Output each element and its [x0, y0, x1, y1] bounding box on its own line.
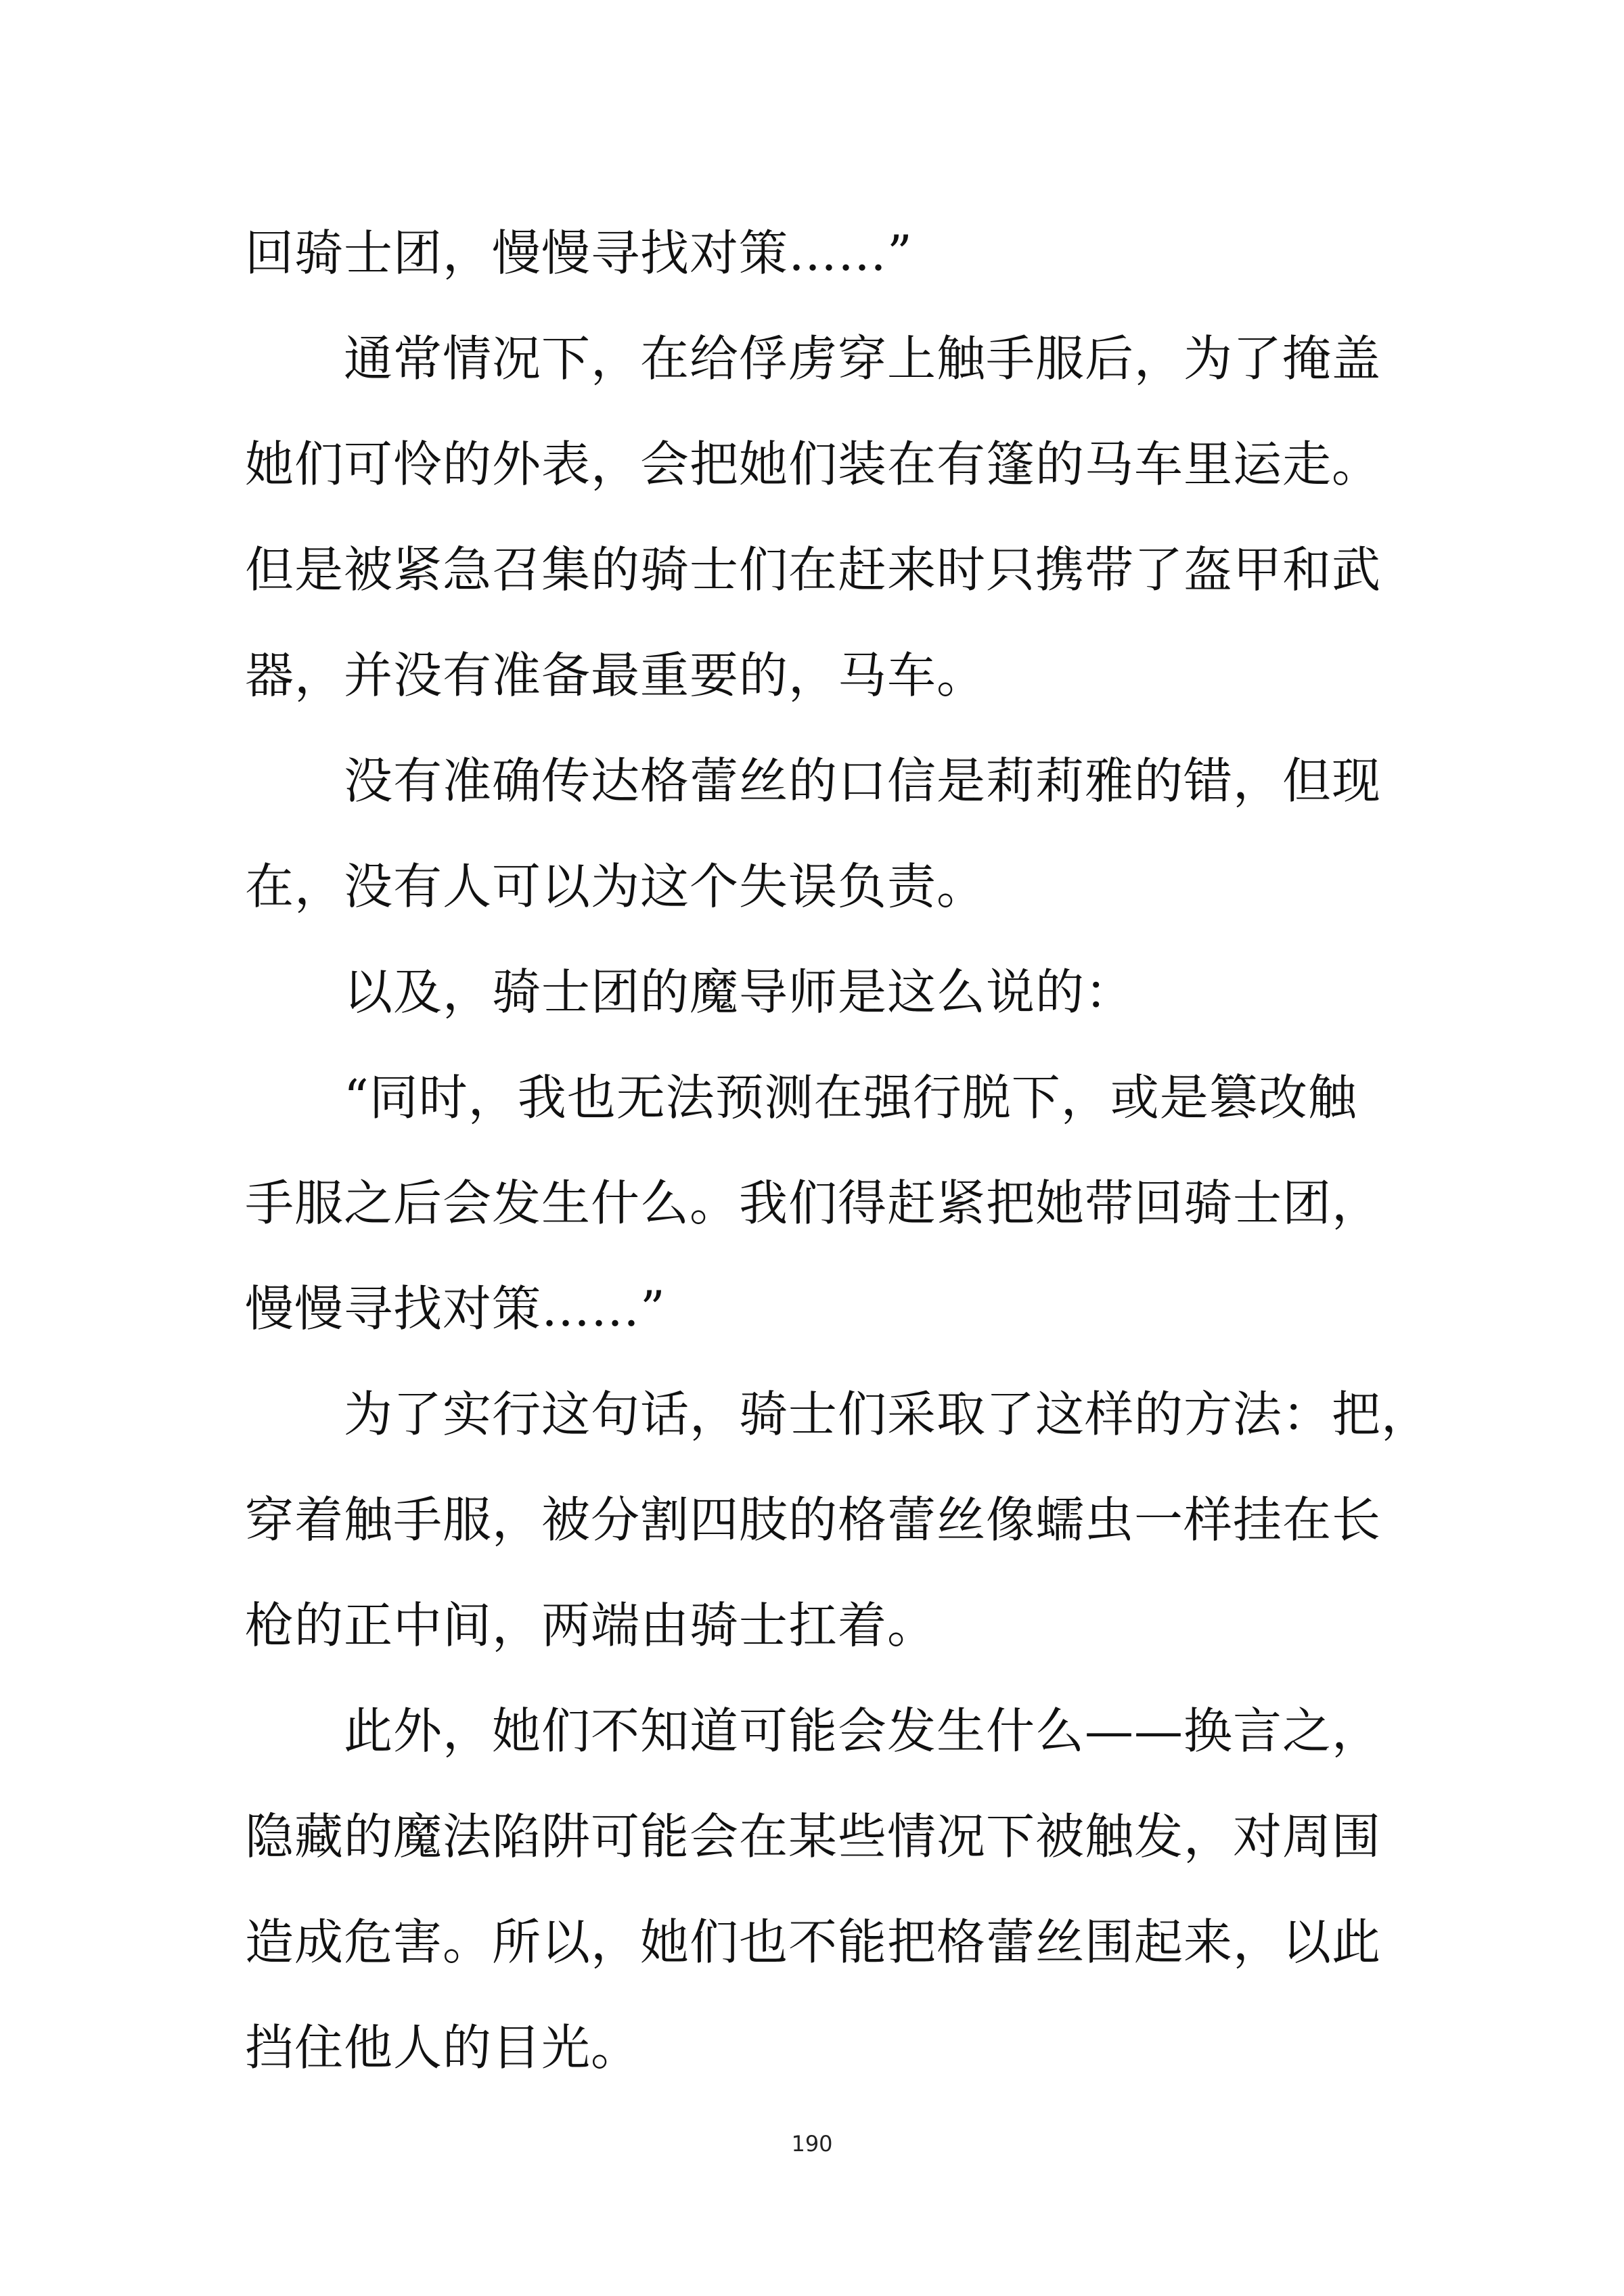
text-line: 手服之后会发生什么。我们得赶紧把她带回骑士团，: [245, 1175, 1382, 1232]
text-line: 隐藏的魔法陷阱可能会在某些情况下被触发，对周围: [245, 1808, 1382, 1865]
text-line: 没有准确传达格蕾丝的口信是莉莉雅的错，但现: [245, 752, 1382, 809]
text-line: 穿着触手服，被分割四肢的格蕾丝像蠕虫一样挂在长: [245, 1491, 1382, 1548]
text-line: 在，没有人可以为这个失误负责。: [245, 858, 987, 915]
text-line: 回骑士团，慢慢寻找对策……”: [245, 225, 913, 282]
page-number: 190: [791, 2131, 833, 2157]
text-line: 通常情况下，在给俘虏穿上触手服后，为了掩盖: [245, 330, 1382, 387]
text-line: 枪的正中间，两端由骑士扛着。: [245, 1597, 937, 1654]
text-line: 慢慢寻找对策……”: [245, 1280, 666, 1337]
text-line: 此外，她们不知道可能会发生什么——换言之，: [245, 1703, 1382, 1759]
text-line: 造成危害。所以，她们也不能把格蕾丝围起来，以此: [245, 1914, 1382, 1971]
text-line: 她们可怜的外表，会把她们装在有篷的马车里运走。: [245, 436, 1382, 493]
text-line: 以及，骑士团的魔导师是这么说的：: [245, 964, 1135, 1020]
text-line: 挡住他人的目光。: [245, 2019, 641, 2076]
text-line: 为了实行这句话，骑士们采取了这样的方法：把，: [245, 1386, 1431, 1443]
text-line: “同时，我也无法预测在强行脱下，或是篡改触: [245, 1069, 1357, 1126]
text-line: 器，并没有准备最重要的，马车。: [245, 647, 987, 704]
text-line: 但是被紧急召集的骑士们在赶来时只携带了盔甲和武: [245, 541, 1382, 598]
